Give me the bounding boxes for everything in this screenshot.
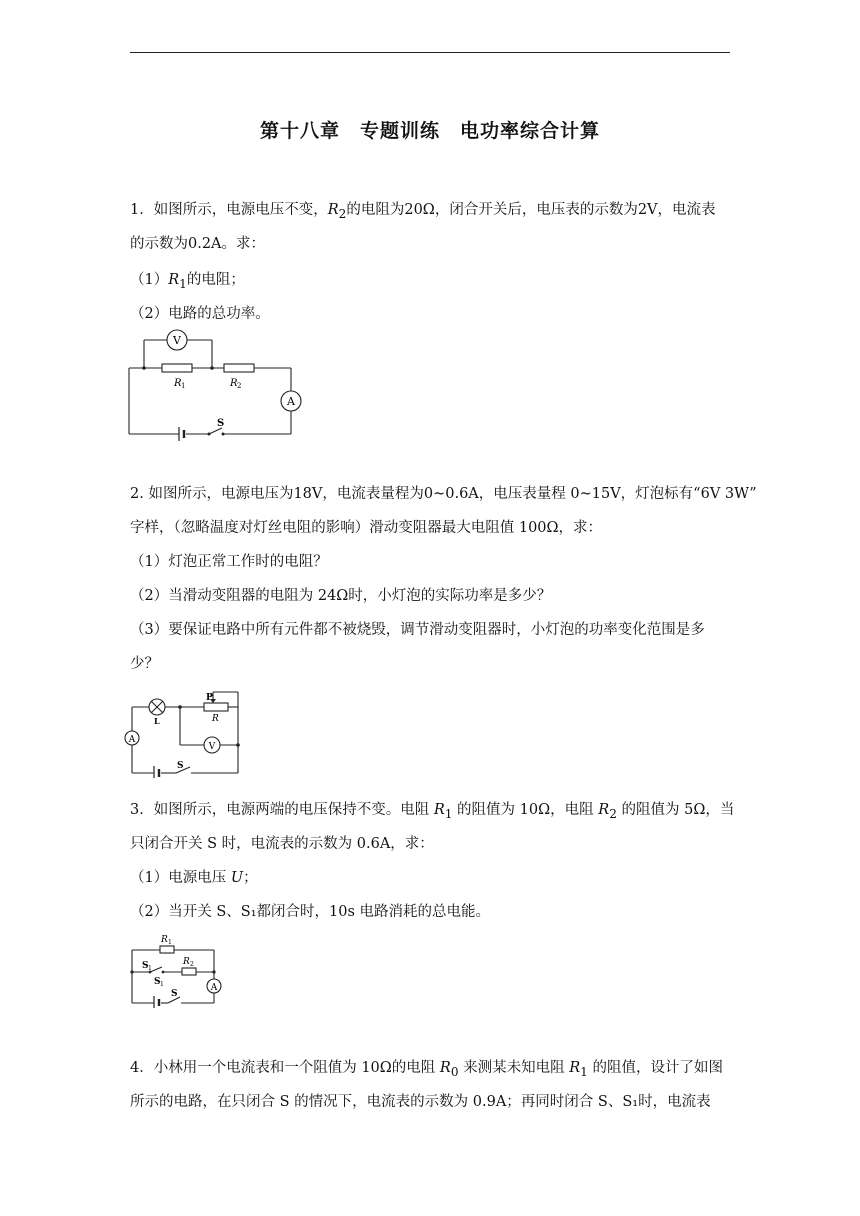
q1-r2-label: R bbox=[230, 378, 238, 389]
q4-r0-subscript: 0 bbox=[450, 1064, 459, 1079]
header-rule bbox=[130, 52, 730, 53]
q1-part-1 bbox=[130, 270, 730, 294]
q1-r2-label-sub: 2 bbox=[237, 382, 242, 390]
q3-line-2: 只闭合开关 S 时，电流表的示数为 0.6A，求： bbox=[130, 836, 434, 852]
q2-part-3: （3）要保证电路中所有元件都不被烧毁，调节滑动变阻器时，小灯泡的功率变化范围是多 bbox=[130, 622, 705, 638]
q3-r2-symbol: R bbox=[598, 802, 610, 818]
q3-text: 3．如图所示，电源两端的电压保持不变。电阻 bbox=[130, 802, 434, 818]
q2-circuit-diagram bbox=[124, 688, 248, 778]
q3-r1-label-sub: 1 bbox=[168, 939, 172, 946]
q1-r2-subscript: 2 bbox=[338, 206, 347, 221]
q2-part-2: （2）当滑动变阻器的电阻为 24Ω时，小灯泡的实际功率是多少？ bbox=[130, 588, 552, 604]
q3-switch-s1-label-lower-sub: 1 bbox=[160, 981, 164, 988]
q3-r2-label-sub: 2 bbox=[190, 961, 194, 968]
q2-part-3-cont: 少？ bbox=[130, 656, 159, 672]
q3-line-1 bbox=[130, 800, 735, 824]
q1-circuit-diagram bbox=[124, 326, 309, 442]
q1-voltmeter-label: V bbox=[173, 334, 181, 347]
q3-part-1-text: （1）电源电压 bbox=[130, 870, 231, 886]
q3-r1-symbol: R bbox=[433, 802, 445, 818]
page-title: 第十八章 专题训练 电功率综合计算 bbox=[259, 120, 600, 142]
q3-text: 的阻值为 5Ω，当 bbox=[616, 802, 735, 818]
q2-voltmeter-label: V bbox=[208, 742, 216, 752]
q3-r1-label: R bbox=[161, 935, 168, 945]
q1-r1-label-sub: 1 bbox=[181, 382, 186, 390]
q1-text: 1．如图所示，电源电压不变， bbox=[130, 202, 328, 218]
q2-slider-p-label: P bbox=[206, 693, 213, 703]
q4-text: 来测某未知电阻 bbox=[458, 1060, 570, 1076]
q3-r1-subscript: 1 bbox=[444, 806, 453, 821]
q2-line-2: 字样，（忽略温度对灯丝电阻的影响）滑动变阻器最大电阻值 100Ω，求： bbox=[130, 520, 603, 536]
q3-r2-subscript: 2 bbox=[609, 806, 617, 821]
q1-r1-subscript: 1 bbox=[179, 276, 187, 291]
q1-switch-label: S bbox=[217, 418, 225, 429]
q4-r1-symbol: R bbox=[569, 1060, 581, 1076]
q1-line-2: 的示数为0.2A。求： bbox=[130, 236, 266, 252]
q4-line-1 bbox=[130, 1058, 730, 1082]
q1-ammeter-label: A bbox=[287, 395, 295, 408]
q1-part-2: （2）电路的总功率。 bbox=[130, 306, 270, 322]
q3-text: 的阻值为 10Ω，电阻 bbox=[452, 802, 599, 818]
q2-lamp-label: L bbox=[154, 716, 160, 726]
q3-u-symbol: U bbox=[230, 870, 244, 886]
q2-switch-label: S bbox=[177, 761, 184, 771]
q3-switch-s-label: S bbox=[171, 989, 178, 999]
q2-ammeter-label: A bbox=[128, 735, 136, 745]
q1-line-1 bbox=[130, 200, 730, 224]
q2-rheostat-label: R bbox=[212, 714, 219, 724]
q2-part-1: （1）灯泡正常工作时的电阻？ bbox=[130, 554, 328, 570]
q3-ammeter-label: A bbox=[210, 983, 218, 993]
q1-text: 的电阻为20Ω，闭合开关后，电压表的示数为2V，电流表 bbox=[346, 202, 716, 218]
q3-switch-s1-label: S bbox=[142, 961, 149, 971]
q4-line-2: 所示的电路，在只闭合 S 的情况下，电流表的示数为 0.9A；再同时闭合 S、S₁时，电流表 bbox=[130, 1094, 711, 1110]
q1-part-1-text: 的电阻； bbox=[186, 272, 245, 288]
q4-text: 的阻值，设计了如图 bbox=[587, 1060, 723, 1076]
q3-part-2: （2）当开关 S、S₁都闭合时，10s 电路消耗的总电能。 bbox=[130, 904, 491, 920]
q1-part-1-label: （1） bbox=[130, 272, 169, 288]
q4-text: 4．小林用一个电流表和一个阻值为 10Ω的电阻 bbox=[130, 1060, 440, 1076]
q4-r1-subscript: 1 bbox=[580, 1064, 588, 1079]
q3-circuit-diagram bbox=[124, 928, 228, 1008]
q3-switch-s1-label-sub: 1 bbox=[148, 965, 152, 972]
q1-r1-label: R bbox=[174, 378, 182, 389]
q3-part-1 bbox=[130, 868, 730, 888]
q1-r2-symbol: R bbox=[327, 202, 339, 218]
q3-part-1-end: ； bbox=[243, 870, 258, 886]
q2-line-1: 2. 如图所示，电源电压为18V，电流表量程为0~0.6A，电压表量程 0~15V，灯泡标有“6V 3W” bbox=[130, 486, 757, 502]
q1-r1-symbol: R bbox=[168, 272, 180, 288]
q3-switch-s1-label-lower: S bbox=[154, 977, 161, 987]
q3-r2-label: R bbox=[183, 957, 190, 967]
q4-r0-symbol: R bbox=[439, 1060, 451, 1076]
